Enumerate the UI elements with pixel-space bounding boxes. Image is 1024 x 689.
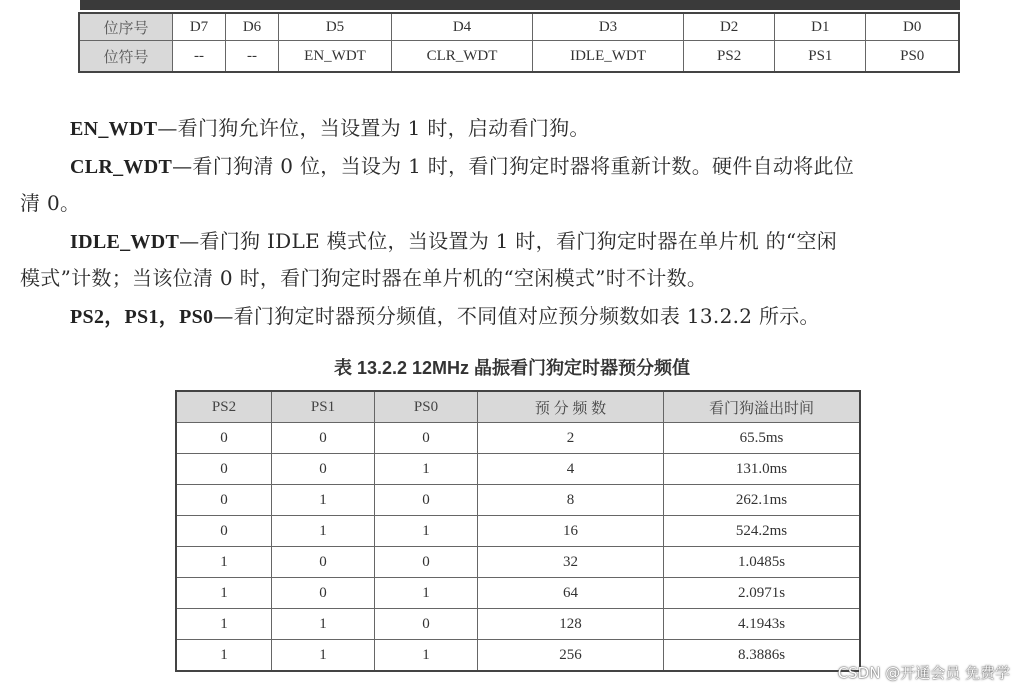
desc-clr-wdt: —看门狗清 0 位，当设为 1 时，看门狗定时器将重新计数。硬件自动将此位 [172, 154, 855, 178]
ps0-cell: 0 [375, 547, 478, 578]
header-ps2: PS2 [176, 391, 272, 423]
bit-number-cell: D6 [226, 13, 279, 41]
header-overflow-time: 看门狗溢出时间 [664, 391, 861, 423]
paragraph-idle-wdt [20, 223, 1020, 296]
prescale-cell: 32 [478, 547, 664, 578]
table-row [176, 423, 860, 454]
table-row [176, 578, 860, 609]
ps1-cell: 1 [272, 609, 375, 640]
bit-symbol-cell: IDLE_WDT [533, 41, 684, 73]
prescale-cell: 256 [478, 640, 664, 672]
watermark: CSDN @开通会员 免费学 [837, 664, 1010, 682]
bit-symbol-cell: -- [226, 41, 279, 73]
ps1-cell: 1 [272, 485, 375, 516]
table-row [176, 547, 860, 578]
header-ps0: PS0 [375, 391, 478, 423]
row-label-bit-symbol: 位符号 [79, 41, 173, 73]
term-clr-wdt: CLR_WDT [70, 156, 173, 178]
prescale-cell: 16 [478, 516, 664, 547]
ps0-cell: 1 [375, 454, 478, 485]
bit-number-cell: D4 [392, 13, 533, 41]
table-caption: 表 13.2.2 12MHz 晶振看门狗定时器预分频值 [333, 358, 691, 378]
desc-clr-wdt-cont: 清 0。 [20, 191, 81, 215]
ps2-cell: 0 [176, 423, 272, 454]
bit-symbol-cell: CLR_WDT [392, 41, 533, 73]
ps1-cell: 0 [272, 578, 375, 609]
register-bit-table [78, 12, 960, 73]
table-row [176, 640, 860, 672]
term-ps-bits: PS2，PS1，PS0 [70, 306, 214, 328]
bit-number-cell: D0 [866, 13, 959, 41]
paragraph-clr-wdt [20, 148, 1020, 221]
ps1-cell: 1 [272, 640, 375, 672]
prescale-cell: 2 [478, 423, 664, 454]
prescaler-table [175, 390, 861, 672]
bit-symbol-cell: EN_WDT [279, 41, 392, 73]
table-row [176, 609, 860, 640]
ps2-cell: 1 [176, 609, 272, 640]
ps0-cell: 1 [375, 516, 478, 547]
bit-number-cell: D2 [684, 13, 775, 41]
overflow-time-cell: 524.2ms [664, 516, 861, 547]
overflow-time-cell: 8.3886s [664, 640, 861, 672]
overflow-time-cell: 4.1943s [664, 609, 861, 640]
ps1-cell: 0 [272, 423, 375, 454]
ps2-cell: 1 [176, 547, 272, 578]
row-label-bit-number: 位序号 [79, 13, 173, 41]
bit-number-row [79, 13, 959, 41]
header-ps1: PS1 [272, 391, 375, 423]
ps0-cell: 0 [375, 485, 478, 516]
overflow-time-cell: 2.0971s [664, 578, 861, 609]
prescale-cell: 4 [478, 454, 664, 485]
prescale-cell: 128 [478, 609, 664, 640]
bit-symbol-cell: PS1 [775, 41, 866, 73]
term-idle-wdt: IDLE_WDT [70, 231, 180, 253]
bit-number-cell: D1 [775, 13, 866, 41]
paragraph-en-wdt [20, 110, 1020, 147]
ps1-cell: 0 [272, 454, 375, 485]
ps0-cell: 1 [375, 578, 478, 609]
overflow-time-cell: 262.1ms [664, 485, 861, 516]
bit-symbol-cell: PS2 [684, 41, 775, 73]
ps1-cell: 1 [272, 516, 375, 547]
bit-number-cell: D5 [279, 13, 392, 41]
table-row [176, 485, 860, 516]
paragraph-ps-bits [20, 298, 1020, 335]
ps2-cell: 0 [176, 454, 272, 485]
ps2-cell: 0 [176, 485, 272, 516]
desc-en-wdt: —看门狗允许位，当设置为 1 时，启动看门狗。 [157, 116, 590, 140]
ps0-cell: 0 [375, 423, 478, 454]
overflow-time-cell: 65.5ms [664, 423, 861, 454]
header-prescale: 预 分 频 数 [478, 391, 664, 423]
term-en-wdt: EN_WDT [70, 118, 158, 140]
overflow-time-cell: 1.0485s [664, 547, 861, 578]
ps1-cell: 0 [272, 547, 375, 578]
desc-idle-wdt: —看门狗 IDLE 模式位，当设置为 1 时，看门狗定时器在单片机 的“空闲 [179, 229, 838, 253]
bit-number-cell: D3 [533, 13, 684, 41]
bit-number-cell: D7 [173, 13, 226, 41]
bit-symbol-cell: -- [173, 41, 226, 73]
table-row [176, 454, 860, 485]
ps2-cell: 1 [176, 578, 272, 609]
bit-symbol-row [79, 41, 959, 73]
table-row [176, 516, 860, 547]
ps2-cell: 1 [176, 640, 272, 672]
desc-ps-bits: —看门狗定时器预分频值，不同值对应预分频数如表 13.2.2 所示。 [213, 304, 820, 328]
prescale-cell: 8 [478, 485, 664, 516]
bit-symbol-cell: PS0 [866, 41, 959, 73]
desc-idle-wdt-cont: 模式”计数；当该位清 0 时，看门狗定时器在单片机的“空闲模式”时不计数。 [20, 266, 708, 290]
ps0-cell: 0 [375, 609, 478, 640]
ps2-cell: 0 [176, 516, 272, 547]
ps0-cell: 1 [375, 640, 478, 672]
cropped-heading-strip [80, 0, 960, 10]
overflow-time-cell: 131.0ms [664, 454, 861, 485]
prescale-cell: 64 [478, 578, 664, 609]
table-header-row [176, 391, 860, 423]
